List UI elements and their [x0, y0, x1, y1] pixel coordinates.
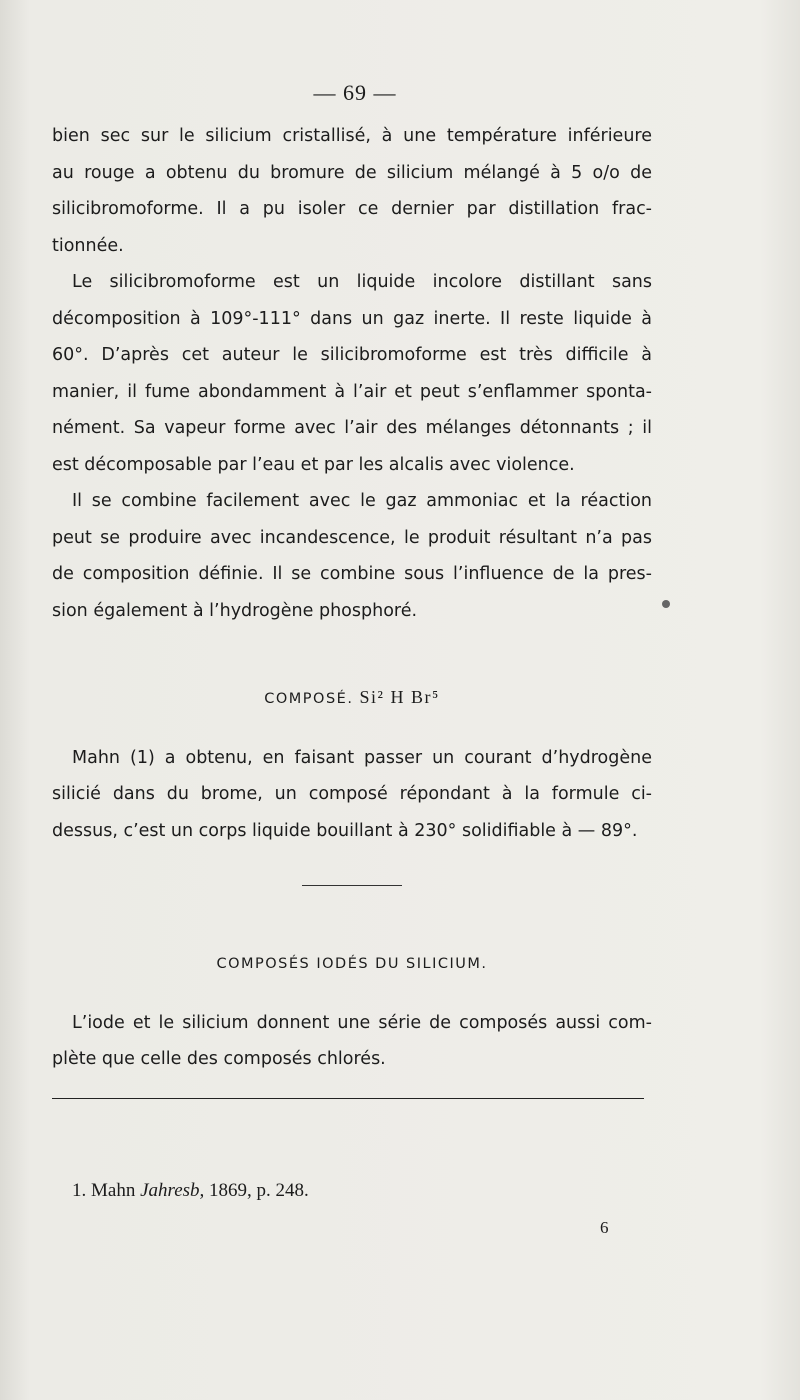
text-line: dessus, c’est un corps liquide bouillant à 230° solidifiable à — 89°. — [52, 820, 638, 841]
text-line: Il se combine facilement avec le gaz ammoniac et la réaction — [72, 491, 652, 511]
ink-speck-icon — [662, 600, 670, 608]
footnote-details: 1869, p. 248. — [209, 1180, 309, 1201]
text-line: 60°. D’après cet auteur le silicibromoforme est très difficile à — [52, 345, 652, 365]
heading-label: COMPOSÉ. — [264, 691, 354, 707]
footnote-journal: Jahresb, — [140, 1180, 205, 1201]
text-line: nément. Sa vapeur forme avec l’air des mélanges détonnants ; il — [52, 418, 652, 438]
paragraph-3 — [52, 483, 652, 629]
text-line: peut se produire avec incandescence, le produit résultant n’a pas — [52, 527, 652, 548]
text-line: plète que celle des composés chlorés. — [52, 1049, 386, 1069]
paragraph-2 — [52, 264, 652, 483]
signature-mark: 6 — [600, 1218, 609, 1237]
text-line: manier, il fume abondamment à l’air et peut s’enflammer sponta- — [52, 381, 652, 402]
footnote-number: 1. — [72, 1180, 87, 1201]
page-number: — 69 — — [313, 80, 397, 105]
text-line: au rouge a obtenu du bromure de silicium mélangé à 5 o/o de — [52, 162, 652, 183]
text-line: bien sec sur le silicium cristallisé, à une température inférieure — [52, 126, 652, 146]
footnote-rule — [52, 1098, 644, 1099]
text-line: silicié dans du brome, un composé répondant à la formule ci- — [52, 784, 652, 804]
paragraph-4 — [52, 740, 652, 850]
footnote — [72, 1180, 309, 1202]
footnote-author: Mahn — [91, 1180, 136, 1201]
chemical-formula: Si² H Br⁵ — [359, 687, 440, 707]
text-line: Mahn (1) a obtenu, en faisant passer un courant d’hydrogène — [72, 747, 652, 768]
separator-rule — [302, 885, 402, 886]
paragraph-1 — [52, 118, 652, 264]
text-line: sion également à l’hydrogène phosphoré. — [52, 600, 418, 621]
text-line: silicibromoforme. Il a pu isoler ce dernier par distillation frac- — [52, 199, 652, 219]
text-line: L’iode et le silicium donnent une série de composés aussi com- — [72, 1012, 652, 1033]
section-heading-sih-br — [52, 679, 652, 718]
text-line: Le silicibromoforme est un liquide incolore distillant sans — [72, 272, 652, 292]
text-line: est décomposable par l’eau et par les alcalis avec violence. — [52, 454, 575, 475]
text-line: tionnée. — [52, 235, 124, 256]
paragraph-5 — [52, 1005, 652, 1078]
text-body — [52, 118, 652, 1099]
section-heading-iodes: COMPOSÉS IODÉS DU SILICIUM. — [216, 956, 488, 972]
text-line: de composition définie. Il se combine sous l’influence de la pres- — [52, 564, 652, 584]
text-line: décomposition à 109°-111° dans un gaz inerte. Il reste liquide à — [52, 308, 652, 329]
